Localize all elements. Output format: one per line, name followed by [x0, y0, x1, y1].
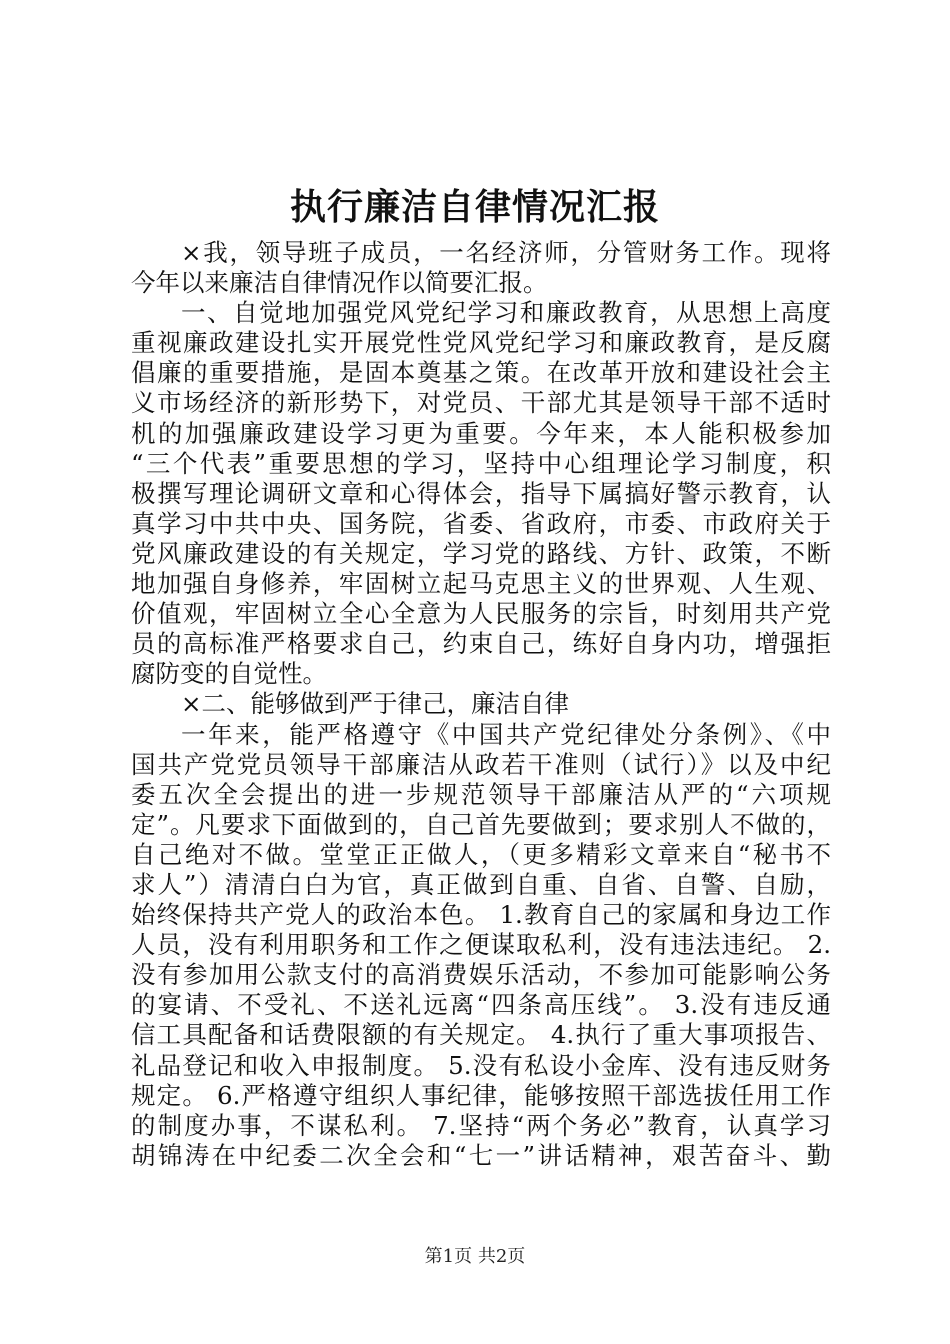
- text-line: ×二、能够做到严于律己，廉洁自律: [181, 689, 570, 719]
- text-line: 今年以来廉洁自律情况作以简要汇报。: [131, 268, 548, 298]
- page-footer: 第1页 共2页: [424, 1246, 526, 1267]
- text-line: “三个代表”重要思想的学习，坚持中心组理论学习制度，积: [131, 448, 831, 478]
- text-line: 员的高标准严格要求自己，约束自己，练好自身内功，增强拒: [131, 629, 831, 659]
- text-line: 重视廉政建设扎实开展党性党风党纪学习和廉政教育，是反腐: [131, 328, 831, 358]
- text-line: 腐防变的自觉性。: [131, 659, 327, 689]
- text-line: 一、自觉地加强党风党纪学习和廉政教育，从思想上高度: [181, 298, 831, 328]
- text-line: 定”。凡要求下面做到的，自己首先要做到；要求别人不做的，: [131, 809, 831, 839]
- text-line: 一年来，能严格遵守《中国共产党纪律处分条例》、《中: [181, 719, 831, 749]
- text-line: 国共产党党员领导干部廉洁从政若干准则（试行）》以及中纪: [131, 749, 831, 779]
- text-line: 机的加强廉政建设学习更为重要。今年来，本人能积极参加: [131, 418, 831, 448]
- document-title: 执行廉洁自律情况汇报: [289, 186, 660, 228]
- text-line: 胡锦涛在中纪委二次全会和“七一”讲话精神，艰苦奋斗、勤: [131, 1140, 831, 1170]
- text-line: 没有参加用公款支付的高消费娱乐活动，不参加可能影响公务: [131, 960, 831, 990]
- text-line: 求人”）清清白白为官，真正做到自重、自省、自警、自励，: [131, 869, 831, 899]
- text-line: 义市场经济的新形势下，对党员、干部尤其是领导干部不适时: [131, 388, 831, 418]
- document-body: [131, 238, 831, 1171]
- text-line: 倡廉的重要措施，是固本奠基之策。在改革开放和建设社会主: [131, 358, 831, 388]
- text-line: 始终保持共产党人的政治本色。 1.教育自己的家属和身边工作: [131, 900, 831, 930]
- text-line: 价值观，牢固树立全心全意为人民服务的宗旨，时刻用共产党: [131, 599, 831, 629]
- text-line: 委五次全会提出的进一步规范领导干部廉洁从严的“六项规: [131, 779, 831, 809]
- text-line: 极撰写理论调研文章和心得体会，指导下属搞好警示教育，认: [131, 478, 831, 508]
- text-line: ×我，领导班子成员，一名经济师，分管财务工作。现将: [181, 238, 831, 267]
- text-line: 信工具配备和话费限额的有关规定。 4.执行了重大事项报告、: [131, 1020, 831, 1050]
- text-line: 人员，没有利用职务和工作之便谋取私利，没有违法违纪。 2.: [131, 930, 831, 960]
- text-line: 规定。 6.严格遵守组织人事纪律，能够按照干部选拔任用工作: [131, 1080, 831, 1110]
- text-line: 地加强自身修养，牢固树立起马克思主义的世界观、人生观、: [131, 569, 831, 599]
- text-line: 真学习中共中央、国务院，省委、省政府，市委、市政府关于: [131, 508, 831, 538]
- text-line: 的制度办事，不谋私利。 7.坚持“两个务必”教育，认真学习: [131, 1110, 831, 1140]
- text-line: 党风廉政建设的有关规定，学习党的路线、方针、政策，不断: [131, 538, 831, 568]
- text-line: 自己绝对不做。堂堂正正做人，（更多精彩文章来自“秘书不: [131, 839, 831, 869]
- text-line: 礼品登记和收入申报制度。 5.没有私设小金库、没有违反财务: [131, 1050, 831, 1080]
- text-line: 的宴请、不受礼、不送礼远离“四条高压线”。 3.没有违反通: [131, 990, 831, 1020]
